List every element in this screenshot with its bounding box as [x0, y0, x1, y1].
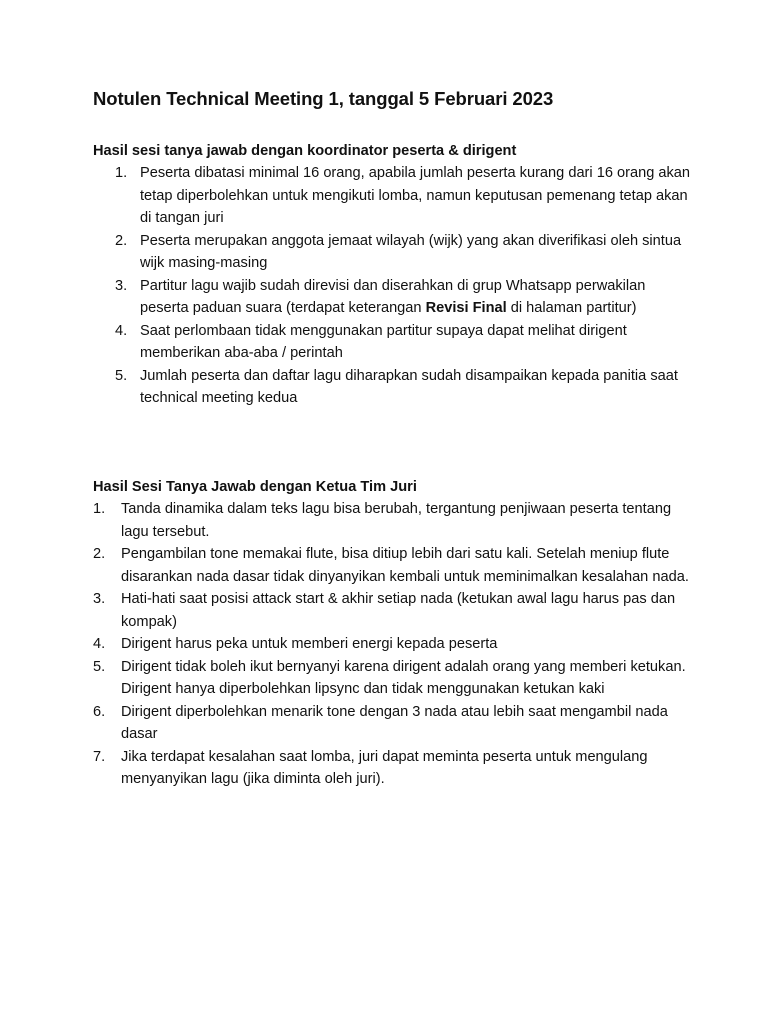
list-item	[93, 746, 693, 791]
list-item	[93, 656, 693, 701]
item-text: Dirigent tidak boleh ikut bernyanyi karena dirigent adalah orang yang memberi ketukan. Dirigent hanya diperbolehkan lipsync dan tidak menggunakan ketukan kaki	[121, 658, 686, 697]
item-text: Dirigent diperbolehkan menarik tone dengan 3 nada atau lebih saat mengambil nada dasar	[121, 703, 668, 742]
item-text: Hati-hati saat posisi attack start & akhir setiap nada (ketukan awal lagu harus pas dan kompak)	[121, 591, 676, 630]
numbered-list	[93, 162, 693, 410]
item-text: Pengambilan tone memakai flute, bisa ditiup lebih dari satu kali. Setelah meniup flute disarankan nada dasar tidak dinyanyikan kembali untuk meminimalkan kesalahan nada.	[121, 546, 689, 585]
item-text: Tanda dinamika dalam teks lagu bisa berubah, tergantung penjiwaan peserta tentang lagu tersebut.	[121, 501, 672, 540]
item-text: di halaman partitur)	[506, 300, 637, 316]
item-text: Peserta merupakan anggota jemaat wilayah (wijk) yang akan diverifikasi oleh sintua wijk masing-masing	[140, 232, 682, 271]
list-item	[93, 543, 693, 588]
item-number: 2.	[93, 546, 106, 562]
item-number: 6.	[93, 703, 106, 720]
list-item	[93, 162, 693, 230]
document-title: Notulen Technical Meeting 1, tanggal 5 Februari 2023	[93, 88, 554, 109]
item-number: 2.	[115, 232, 128, 249]
list-item	[93, 588, 693, 633]
item-text: Saat perlombaan tidak menggunakan partitur supaya dapat melihat dirigent memberikan aba-aba / perintah	[140, 322, 627, 361]
list-item	[93, 275, 693, 320]
item-number: 1.	[115, 165, 128, 181]
item-text-bold: Revisi Final	[425, 300, 507, 316]
list-item	[93, 633, 693, 656]
item-number: 3.	[93, 591, 106, 607]
item-number: 4.	[115, 322, 128, 339]
section-heading: Hasil sesi tanya jawab dengan koordinator peserta & dirigent	[93, 143, 517, 159]
section-juri	[93, 476, 693, 791]
list-item	[93, 320, 693, 365]
item-text: Dirigent harus peka untuk memberi energi kepada peserta	[121, 636, 498, 652]
list-item	[93, 365, 693, 410]
item-number: 4.	[93, 636, 106, 652]
section-koordinator	[93, 140, 693, 410]
list-item	[93, 230, 693, 275]
item-number: 5.	[115, 367, 128, 384]
numbered-list	[93, 498, 693, 791]
item-number: 5.	[93, 658, 106, 675]
item-number: 1.	[93, 501, 106, 517]
item-number: 7.	[93, 748, 106, 765]
item-text: Peserta dibatasi minimal 16 orang, apabila jumlah peserta kurang dari 16 orang akan tetap diperbolehkan untuk mengikuti lomba, namun keputusan pemenang tetap akan di tangan juri	[140, 165, 691, 226]
item-text: Partitur lagu wajib sudah direvisi dan diserahkan di grup Whatsapp perwakilan peserta paduan suara (terdapat keterangan	[140, 277, 646, 316]
list-item	[93, 701, 693, 746]
list-item	[93, 498, 693, 543]
section-heading: Hasil Sesi Tanya Jawab dengan Ketua Tim Juri	[93, 479, 417, 495]
item-text: Jumlah peserta dan daftar lagu diharapkan sudah disampaikan kepada panitia saat technical meeting kedua	[140, 367, 678, 406]
item-text: Jika terdapat kesalahan saat lomba, juri dapat meminta peserta untuk mengulang menyanyikan lagu (jika diminta oleh juri).	[121, 748, 648, 787]
item-number: 3.	[115, 277, 128, 294]
